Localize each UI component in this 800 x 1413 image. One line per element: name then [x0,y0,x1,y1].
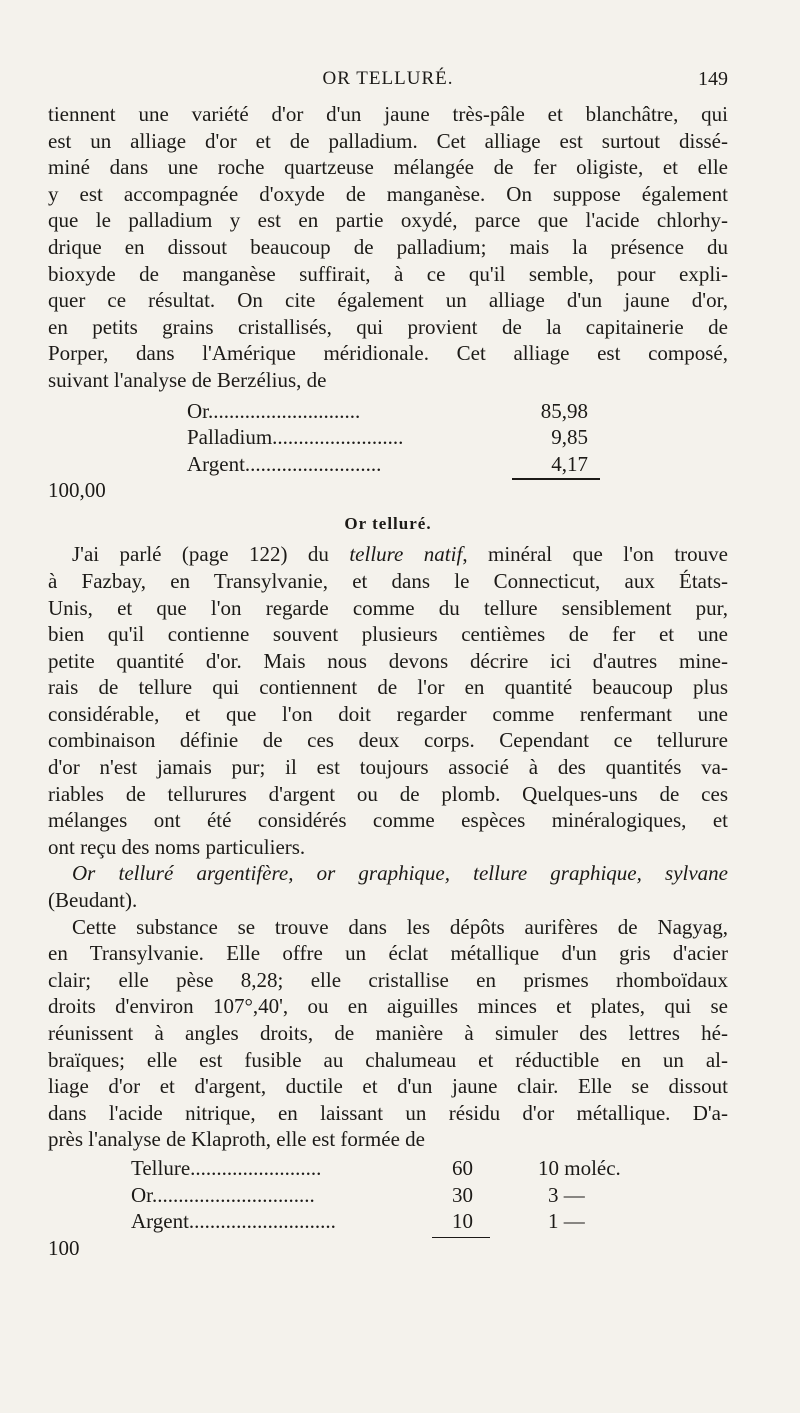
table-total-row [48,477,728,507]
text-line: (Beudant). [48,888,138,913]
paragraph-2 [48,541,728,860]
mineral-names [48,860,728,913]
page-number: 149 [698,68,728,90]
row-value: 9,85 [551,425,588,450]
text-line: y est accompagnée d'oxyde de manganèse. On suppose également [48,181,728,206]
table-row [48,424,728,451]
row-value: 10 [452,1209,473,1234]
text-line: que le palladium y est en partie oxydé, parce que l'acide chlorhy- [48,208,728,233]
text-line: miné dans une roche quartzeuse mélangée de fer oligiste, et elle [48,155,728,180]
row-molecules: 10 moléc. [538,1155,621,1180]
sum-rule [432,1237,490,1239]
text-line: est un alliage d'or et de palladium. Cet alliage est surtout dissé- [48,128,728,153]
text-line: près l'analyse de Klaproth, elle est formée de [48,1127,425,1152]
row-label: Tellure......................... [131,1155,322,1180]
text-line: d'or n'est jamais pur; il est toujours associé à des quantités va- [48,755,728,780]
text-line: suivant l'analyse de Berzélius, de [48,367,327,392]
text-line: rais de tellure qui contiennent de l'or en quantité beaucoup plus [48,675,728,700]
row-molecules: 1 — [548,1209,585,1234]
table-row [48,1208,728,1235]
text-line: clair; elle pèse 8,28; elle cristallise en prismes rhomboïdaux [48,967,728,992]
header-title: OR TELLURÉ. [322,68,454,89]
sum-rule [512,478,600,480]
text-line: mélanges ont été considérés comme espèces minéralogiques, et [48,808,728,833]
composition-table-2 [48,1155,728,1265]
text-line: combinaison définie de ces deux corps. Cependant ce tellurure [48,728,728,753]
text-fragment: , minéral que l'on trouve [462,542,728,567]
text-fragment: J'ai parlé (page 122) du [72,542,350,567]
page-body [48,101,728,1265]
mineral-names-line: Or telluré argentifère, or graphique, tellure graphique, sylvane [72,861,728,886]
total-value: 100,00 [48,478,106,503]
text-line: quer ce résultat. On cite également un alliage d'un jaune d'or, [48,288,728,313]
text-line: drique en dissout beaucoup de palladium; mais la présence du [48,234,728,259]
text-line: Porper, dans l'Amérique méridionale. Cet alliage est composé, [48,341,728,366]
italic-term: tellure natif [349,542,463,567]
text-line: Cette substance se trouve dans les dépôts aurifères de Nagyag, [72,914,728,939]
row-label: Or............................. [187,398,361,423]
table-total-row [48,1235,728,1265]
text-line [48,541,728,568]
text-line: en petits grains cristallisés, qui provient de la capitainerie de [48,314,728,339]
composition-table-1 [48,398,728,508]
text-line: Unis, et que l'on regarde comme du tellure sensiblement pur, [48,595,728,620]
table-row [48,1182,728,1209]
running-header [48,68,728,98]
text-line: ont reçu des noms particuliers. [48,834,306,859]
row-value: 4,17 [551,451,588,476]
row-label: Argent............................ [131,1209,336,1234]
text-line: tiennent une variété d'or d'un jaune très-pâle et blanchâtre, qui [48,102,728,126]
text-line: petite quantité d'or. Mais nous devons décrire ici d'autres mine- [48,648,728,673]
row-label: Argent.......................... [187,451,382,476]
text-line: dans l'acide nitrique, en laissant un résidu d'or métallique. D'a- [48,1100,728,1125]
text-line: réunissent à angles droits, de manière à simuler des lettres hé- [48,1021,728,1045]
table-row [48,451,728,478]
text-line: riables de tellurures d'argent ou de plomb. Quelques-uns de ces [48,781,728,806]
text-line: bien qu'il contienne souvent plusieurs centièmes de fer et une [48,622,728,647]
text-line: bioxyde de manganèse suffirait, à ce qu'il semble, pour expli- [48,261,728,286]
table-row [48,398,728,425]
total-value: 100 [48,1235,80,1260]
row-label: Palladium......................... [187,425,404,450]
text-line: en Transylvanie. Elle offre un éclat métallique d'un gris d'acier [48,941,728,966]
paragraph-1 [48,101,728,394]
section-title: Or telluré. [344,514,432,534]
row-value: 85,98 [540,398,588,423]
row-molecules: 3 — [548,1182,585,1207]
paragraph-3 [48,914,728,1153]
row-label: Or............................... [131,1182,315,1207]
text-line: à Fazbay, en Transylvanie, et dans le Connecticut, aux États- [48,568,728,593]
table-row [48,1155,728,1182]
row-value: 60 [452,1155,473,1180]
text-line: braïques; elle est fusible au chalumeau et réductible en un al- [48,1047,728,1072]
text-line: liage d'or et d'argent, ductile et d'un jaune clair. Elle se dissout [48,1074,728,1099]
text-line: considérable, et que l'on doit regarder comme renfermant une [48,701,728,726]
text-line: droits d'environ 107°,40', ou en aiguilles minces et plates, qui se [48,994,728,1019]
row-value: 30 [452,1182,473,1207]
